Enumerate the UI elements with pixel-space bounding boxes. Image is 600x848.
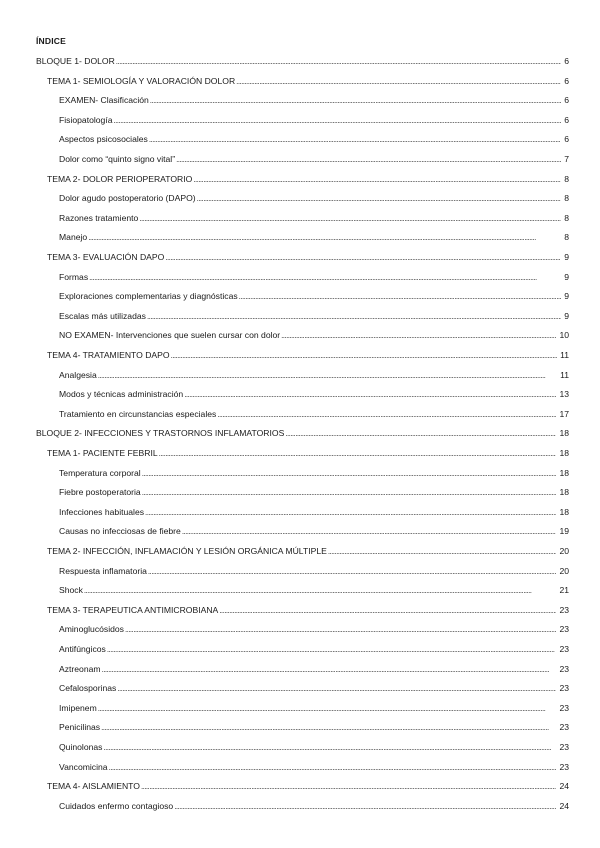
toc-entry-label: TEMA 2- INFECCIÓN, INFLAMACIÓN Y LESIÓN ORGÁNICA MÚLTIPLE — [47, 546, 327, 556]
toc-entry[interactable] — [59, 272, 569, 283]
toc-entry-label: BLOQUE 2- INFECCIONES Y TRASTORNOS INFLAMATORIOS — [36, 428, 285, 439]
toc-entry-page-number: 20 — [559, 565, 569, 576]
toc-entry-page-number: 23 — [559, 742, 569, 752]
toc-entry[interactable] — [59, 624, 569, 635]
toc-entry-page-number: 17 — [559, 408, 569, 419]
dot-leader — [102, 664, 557, 675]
dot-leader — [89, 272, 561, 283]
dot-leader — [107, 644, 557, 655]
toc-entry-label: TEMA 2- DOLOR PERIOPERATORIO — [47, 173, 193, 184]
toc-entry-label: Cefalosporinas — [59, 683, 117, 694]
toc-entry-label: Tratamiento en circunstancias especiales — [59, 408, 217, 419]
toc-entry-label: Causas no infecciosas de fiebre — [59, 526, 181, 537]
toc-entry[interactable] — [59, 134, 569, 145]
toc-entry-label: Imipenem — [59, 702, 97, 713]
dot-leader — [197, 193, 562, 204]
dot-leader — [182, 526, 557, 537]
dot-leader — [98, 703, 557, 714]
toc-entry-page-number: 20 — [559, 546, 569, 556]
dot-leader — [103, 742, 556, 753]
dot-leader — [141, 781, 556, 792]
toc-entry-page-number: 23 — [559, 663, 569, 674]
toc-entry-page-number: 23 — [559, 702, 569, 713]
dot-leader — [84, 585, 557, 596]
dot-leader — [98, 370, 557, 381]
toc-entry-label: TEMA 1- SEMIOLOGÍA Y VALORACIÓN DOLOR — [47, 75, 236, 86]
toc-entry-label: Fiebre postoperatoria — [59, 487, 141, 498]
toc-entry-page-number: 23 — [559, 644, 569, 654]
toc-entry-label: Quinolonas — [59, 742, 103, 752]
dot-leader — [159, 448, 557, 459]
toc-entry-page-number: 10 — [559, 330, 569, 341]
toc-entry-page-number: 18 — [559, 467, 569, 478]
toc-entry-page-number: 13 — [559, 389, 569, 400]
toc-entry[interactable] — [59, 644, 569, 655]
toc-entry-page-number: 18 — [559, 487, 569, 498]
toc-entry-label: TEMA 3- EVALUACIÓN DAPO — [47, 252, 165, 262]
toc-entry-label: TEMA 4- AISLAMIENTO — [47, 781, 140, 792]
toc-entry-label: EXAMEN- Clasificación — [59, 95, 149, 106]
toc-entry-page-number: 18 — [559, 428, 569, 439]
toc-entry[interactable] — [59, 330, 569, 341]
toc-entry-label: BLOQUE 1- DOLOR — [36, 56, 115, 66]
toc-entry-label: Aztreonam — [59, 663, 101, 674]
toc-entry-page-number: 18 — [559, 448, 569, 458]
toc-entry-label: Dolor como “quinto signo vital” — [59, 154, 176, 164]
dot-leader — [174, 801, 556, 812]
dot-leader — [193, 174, 561, 185]
toc-entry-page-number: 6 — [564, 56, 569, 66]
dot-leader — [184, 389, 556, 400]
toc-entry-label: Dolor agudo postoperatorio (DAPO) — [59, 193, 196, 204]
toc-entry[interactable] — [47, 605, 569, 616]
toc-entry-label: TEMA 3- TERAPEUTICA ANTIMICROBIANA — [47, 604, 219, 615]
toc-entry-page-number: 7 — [564, 154, 569, 164]
toc-entry-label: Shock — [59, 585, 83, 596]
toc-entry[interactable] — [59, 389, 569, 400]
dot-leader — [236, 76, 561, 87]
toc-entry-label: Manejo — [59, 232, 88, 243]
toc-entry-page-number: 8 — [564, 173, 569, 184]
toc-entry-label: Formas — [59, 271, 89, 282]
toc-entry[interactable] — [59, 193, 569, 204]
toc-entry-label: Fisiopatología — [59, 114, 113, 125]
toc-entry[interactable] — [59, 232, 569, 243]
toc-entry-label: Respuesta inflamatoria — [59, 565, 147, 576]
toc-entry-page-number: 23 — [559, 722, 569, 733]
dot-leader — [150, 95, 561, 106]
toc-entry-label: Penicilinas — [59, 722, 101, 733]
toc-entry-label: NO EXAMEN- Intervenciones que suelen cursar con dolor — [59, 330, 281, 341]
toc-entry[interactable] — [59, 801, 569, 812]
toc-entry-page-number: 6 — [564, 95, 569, 106]
toc-entry-page-number: 23 — [559, 624, 569, 635]
toc-entry-label: TEMA 1- PACIENTE FEBRIL — [47, 448, 158, 458]
dot-leader — [281, 330, 556, 341]
toc-entry-label: TEMA 4- TRATAMIENTO DAPO — [47, 350, 170, 360]
toc-entry-page-number: 6 — [564, 75, 569, 86]
toc-entry-page-number: 8 — [564, 232, 569, 243]
toc-entry-page-number: 24 — [559, 800, 569, 811]
toc-entry[interactable] — [59, 664, 569, 675]
dot-leader — [101, 722, 556, 733]
toc-entry-label: Vancomicina — [59, 761, 108, 772]
toc-entry-label: Antifúngicos — [59, 644, 106, 654]
toc-entry-page-number: 18 — [559, 506, 569, 517]
dot-leader — [117, 683, 556, 694]
dot-leader — [328, 546, 557, 557]
dot-leader — [217, 409, 556, 420]
dot-leader — [171, 350, 558, 361]
toc-entry-label: Temperatura corporal — [59, 467, 141, 478]
toc-entry-page-number: 21 — [559, 585, 569, 596]
dot-leader — [147, 311, 561, 322]
toc-entry[interactable] — [59, 742, 569, 753]
toc-entry-page-number: 9 — [564, 291, 569, 302]
dot-leader — [125, 624, 556, 635]
dot-leader — [116, 56, 561, 67]
toc-entry[interactable] — [59, 370, 569, 381]
toc-entry-page-number: 6 — [564, 114, 569, 125]
toc-entry-label: Cuidados enfermo contagioso — [59, 800, 174, 811]
dot-leader — [176, 154, 561, 165]
toc-entry[interactable] — [59, 213, 569, 224]
toc-entry-page-number: 23 — [559, 761, 569, 772]
toc-entry-page-number: 23 — [559, 683, 569, 694]
toc-entry[interactable] — [59, 291, 569, 302]
dot-leader — [285, 428, 556, 439]
toc-entry-label: Exploraciones complementarias y diagnósticas — [59, 291, 238, 302]
toc-entry-label: Modos y técnicas administración — [59, 389, 184, 400]
toc-entry[interactable] — [59, 154, 569, 165]
dot-leader — [145, 507, 556, 518]
dot-leader — [88, 232, 561, 243]
toc-entry-label: Analgesia — [59, 369, 97, 380]
dot-leader — [139, 213, 561, 224]
toc-entry-page-number: 6 — [564, 134, 569, 145]
toc-entry-page-number: 19 — [559, 526, 569, 537]
toc-entry-page-number: 9 — [564, 310, 569, 321]
toc-entry-label: Aminoglucósidos — [59, 624, 124, 635]
toc-entry[interactable] — [59, 722, 569, 733]
toc-entry[interactable] — [59, 703, 569, 714]
toc-entry-label: Aspectos psicosociales — [59, 134, 148, 145]
toc-entry[interactable] — [47, 781, 569, 792]
toc-entry-page-number: 11 — [560, 350, 569, 360]
toc-entry[interactable] — [47, 174, 569, 185]
index-title: ÍNDICE — [36, 36, 67, 46]
toc-entry[interactable] — [59, 566, 569, 577]
toc-entry[interactable] — [59, 468, 569, 479]
toc-entry[interactable] — [47, 350, 569, 361]
toc-entry[interactable] — [47, 76, 569, 87]
toc-entry-label: Razones tratamiento — [59, 212, 139, 223]
dot-leader — [142, 468, 557, 479]
toc-entry[interactable] — [59, 409, 569, 420]
toc-entry-page-number: 8 — [564, 212, 569, 223]
toc-entry[interactable] — [59, 526, 569, 537]
toc-entry-page-number: 8 — [564, 193, 569, 204]
toc-entry[interactable] — [59, 507, 569, 518]
toc-entry-label: Escalas más utilizadas — [59, 310, 146, 321]
toc-entry[interactable] — [47, 546, 569, 557]
toc-entry[interactable] — [36, 428, 569, 439]
toc-entry-page-number: 11 — [560, 369, 569, 380]
toc-entry[interactable] — [36, 56, 569, 67]
dot-leader — [165, 252, 561, 263]
toc-entry[interactable] — [59, 762, 569, 773]
toc-entry[interactable] — [59, 683, 569, 694]
dot-leader — [109, 762, 557, 773]
toc-entry-page-number: 23 — [559, 604, 569, 615]
toc-entry-label: Infecciones habituales — [59, 506, 145, 517]
dot-leader — [142, 487, 557, 498]
dot-leader — [114, 115, 562, 126]
toc-entry[interactable] — [59, 311, 569, 322]
toc-entry[interactable] — [47, 252, 569, 263]
toc-entry[interactable] — [59, 585, 569, 596]
toc-entry-page-number: 24 — [559, 781, 569, 792]
toc-entry[interactable] — [59, 95, 569, 106]
dot-leader — [239, 291, 562, 302]
toc-entry[interactable] — [59, 487, 569, 498]
toc-entry[interactable] — [59, 115, 569, 126]
dot-leader — [148, 566, 557, 577]
dot-leader — [149, 134, 561, 145]
toc-entry-page-number: 9 — [564, 252, 569, 262]
toc-entry[interactable] — [47, 448, 569, 459]
toc-entry-page-number: 9 — [564, 271, 569, 282]
dot-leader — [219, 605, 556, 616]
